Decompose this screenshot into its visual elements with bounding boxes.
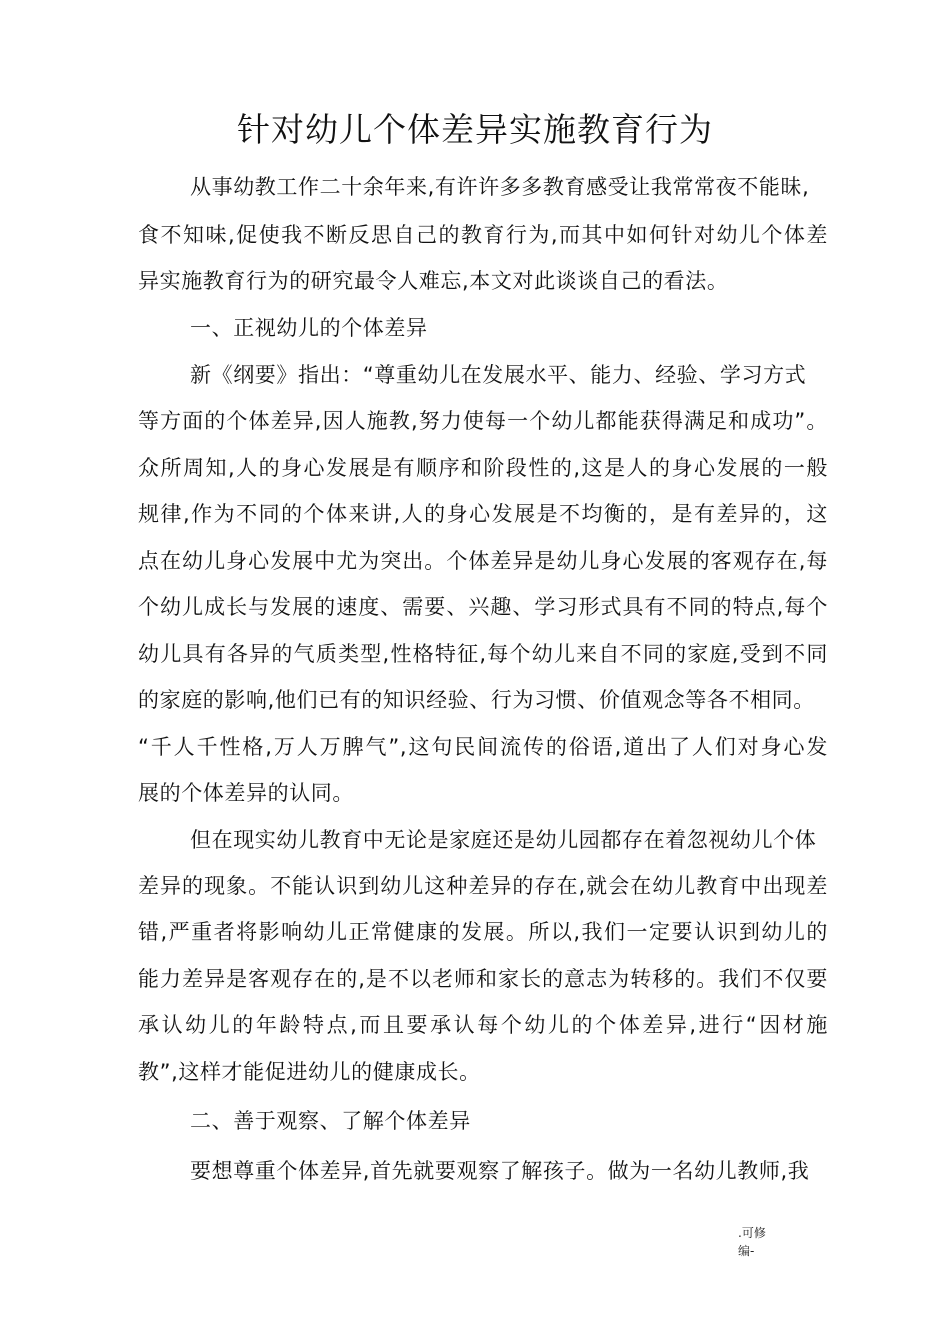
footer-text: .可修: [738, 1226, 766, 1240]
body-line: 异实施教育行为的研究最令人难忘,本文对此谈谈自己的看法。: [138, 269, 729, 293]
body-line: 但在现实幼儿教育中无论是家庭还是幼儿园都存在着忽视幼儿个体: [190, 828, 817, 852]
footer-text: 编-: [738, 1244, 755, 1258]
body-line: 食不知味,促使我不断反思自己的教育行为,而其中如何针对幼儿个体差: [138, 223, 828, 247]
body-line: 要想尊重个体差异,首先就要观察了解孩子。做为一名幼儿教师,我: [190, 1159, 810, 1183]
body-line: 从事幼教工作二十余年来,有许许多多教育感受让我常常夜不能昧,: [190, 175, 810, 199]
body-line: 等方面的个体差异,因人施教,努力使每一个幼儿都能获得满足和成功”。: [138, 409, 828, 433]
body-line: “千人千性格,万人万脾气”,这句民间流传的俗语,道出了人们对身心发: [138, 735, 828, 759]
body-line: 规律,作为不同的个体来讲,人的身心发展是不均衡的，是有差异的，这: [138, 502, 828, 526]
body-line: 点在幼儿身心发展中尤为突出。个体差异是幼儿身心发展的客观存在,每: [138, 549, 828, 573]
body-line: 个幼儿成长与发展的速度、需要、兴趣、学习形式具有不同的特点,每个: [138, 595, 828, 619]
body-line: 幼儿具有各异的气质类型,性格特征,每个幼儿来自不同的家庭,受到不同: [138, 642, 828, 666]
body-line: 教”,这样才能促进幼儿的健康成长。: [138, 1060, 481, 1084]
body-line: 错,严重者将影响幼儿正常健康的发展。所以,我们一定要认识到幼儿的: [138, 920, 828, 944]
section-heading: 一、正视幼儿的个体差异: [190, 316, 428, 340]
body-line: 差异的现象。不能认识到幼儿这种差异的存在,就会在幼儿教育中出现差: [138, 874, 828, 898]
body-line: 众所周知,人的身心发展是有顺序和阶段性的,这是人的身心发展的一般: [138, 456, 828, 480]
body-line: 能力差异是客观存在的,是不以老师和家长的意志为转移的。我们不仅要: [138, 967, 828, 991]
body-line: 承认幼儿的年龄特点,而且要承认每个幼儿的个体差异,进行“因材施: [138, 1013, 828, 1037]
body-line: 新《纲要》指出：“尊重幼儿在发展水平、能力、经验、学习方式: [190, 363, 807, 387]
document-title: 针对幼儿个体差异实施教育行为: [237, 110, 713, 149]
page-footer: [738, 1224, 766, 1260]
body-line: 的家庭的影响,他们已有的知识经验、行为习惯、价值观念等各不相同。: [138, 688, 815, 712]
body-line: 展的个体差异的认同。: [138, 781, 354, 805]
section-heading: 二、善于观察、了解个体差异: [190, 1109, 471, 1133]
